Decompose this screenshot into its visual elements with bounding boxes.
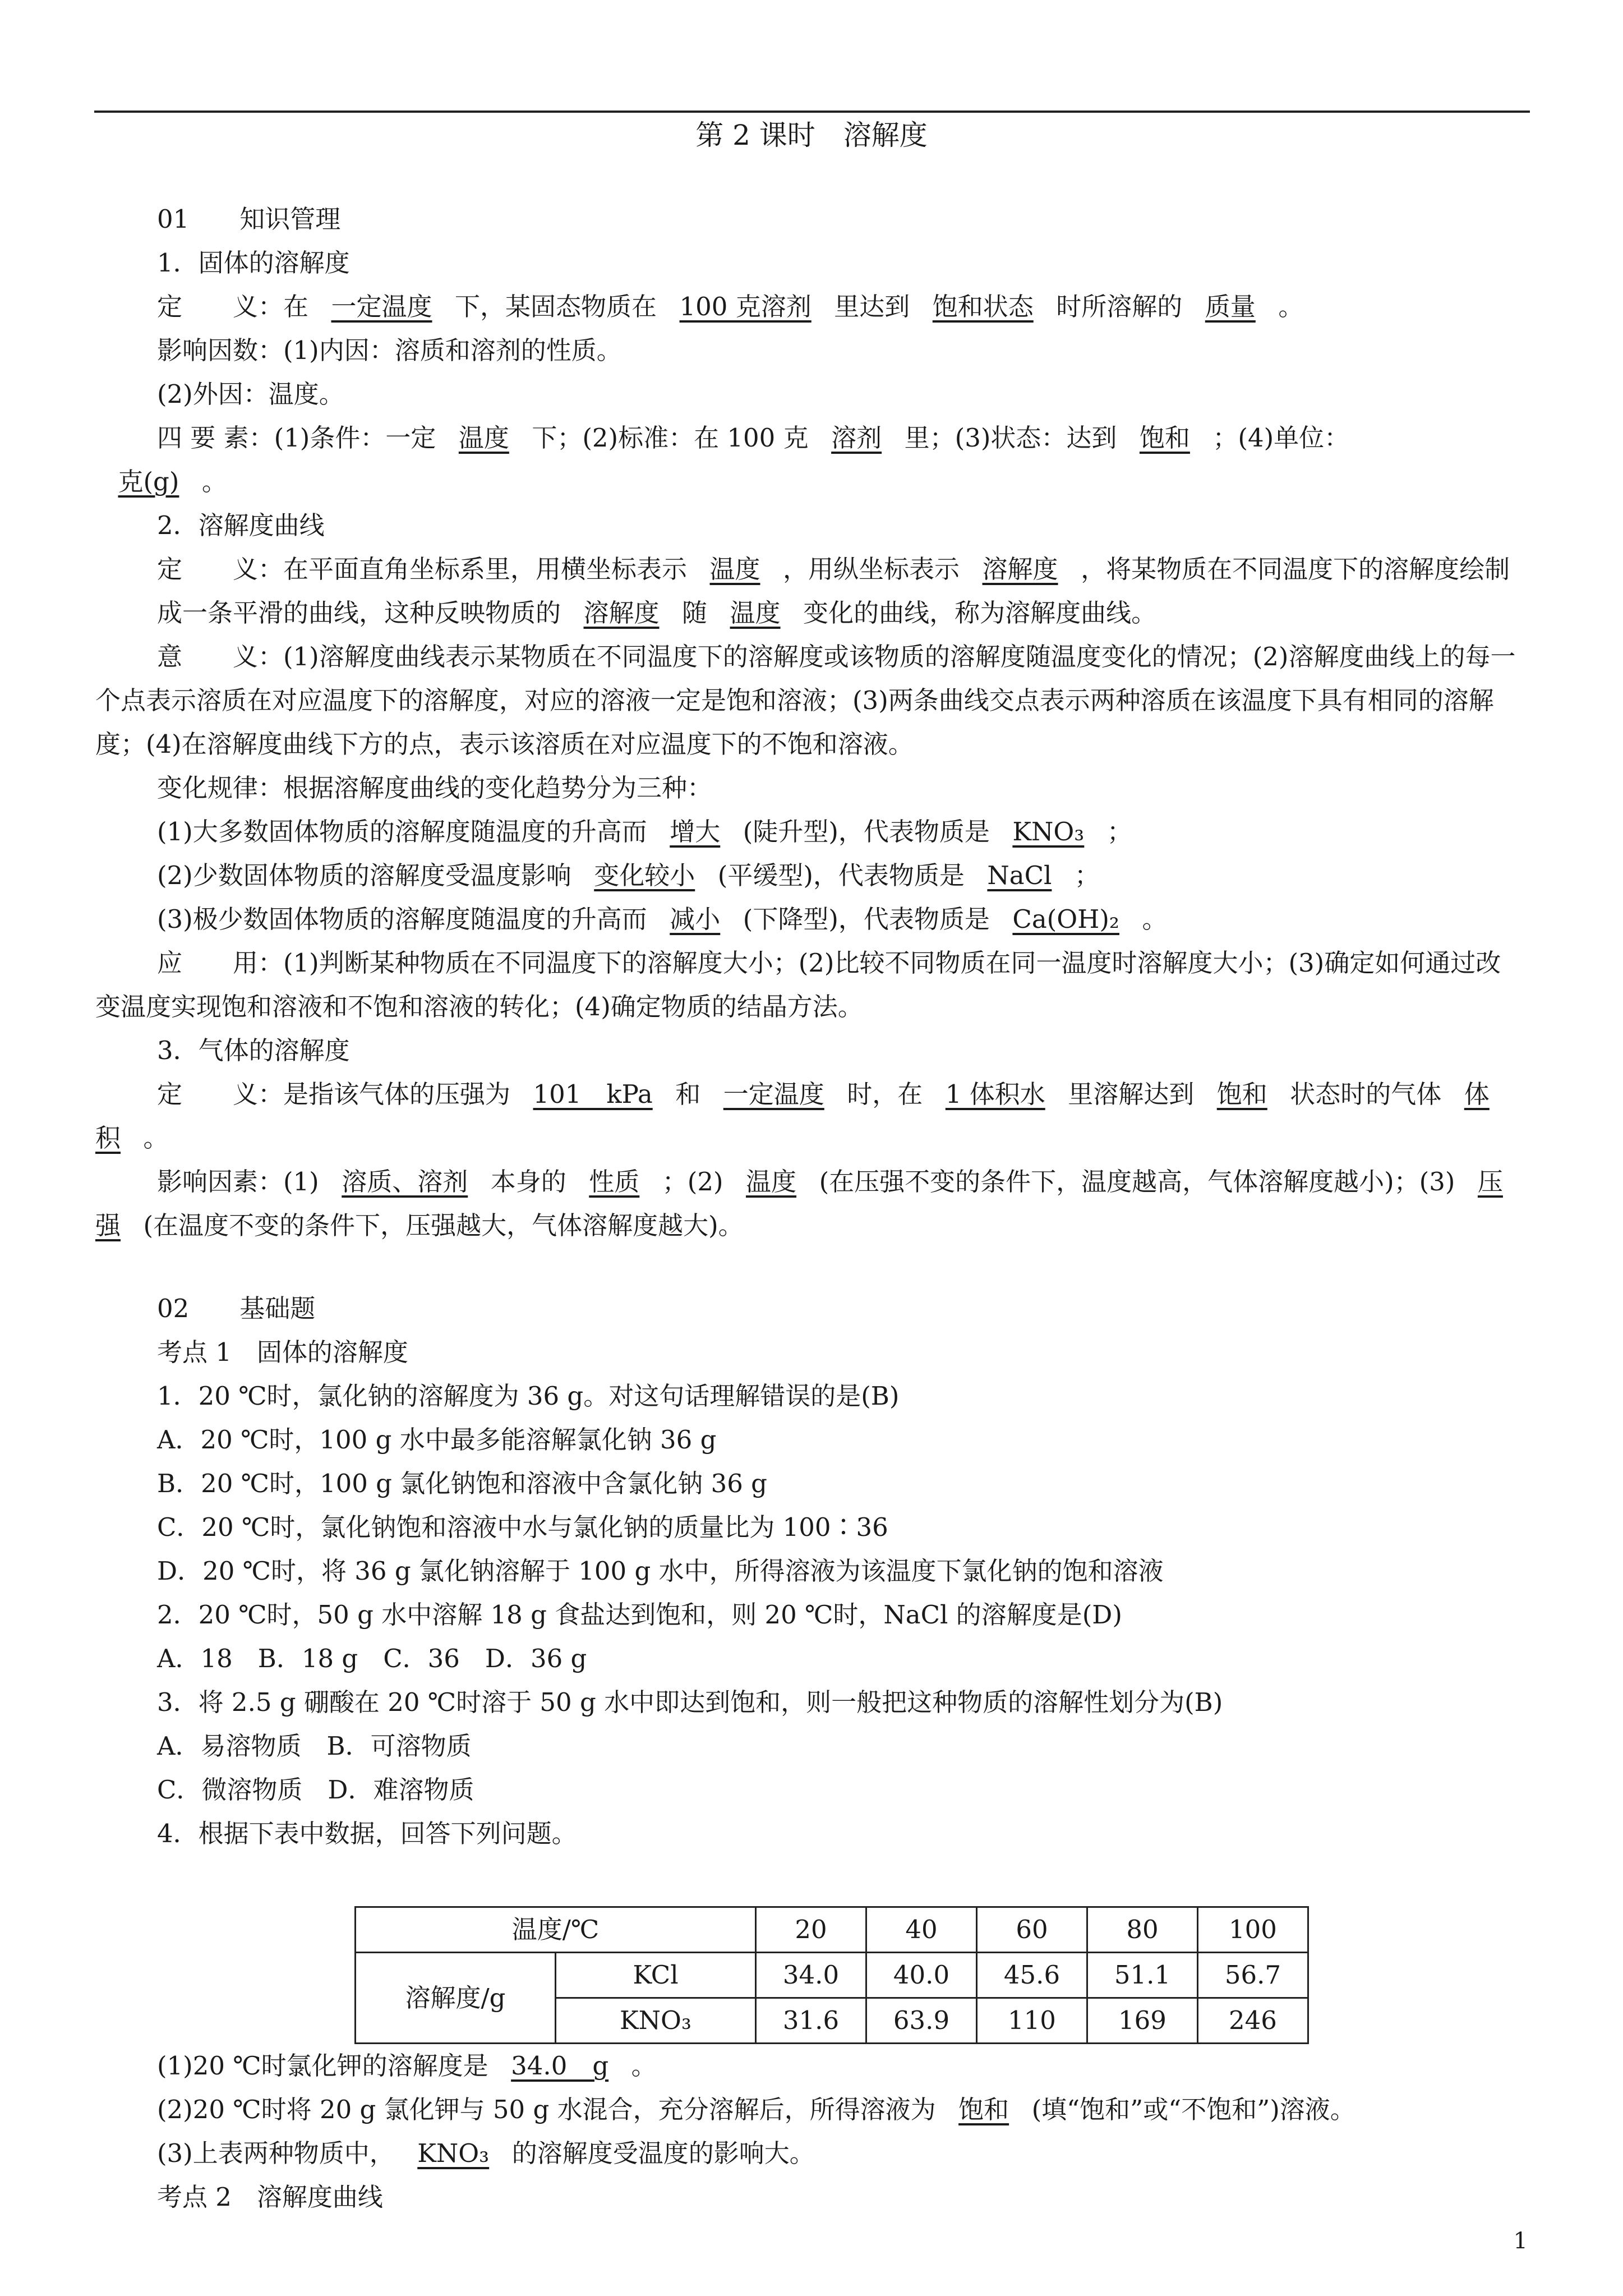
table-header-cell: 温度/℃ xyxy=(356,1907,756,1953)
rule-item: (3)极少数固体物质的溶解度随温度的升高而 减小 (下降型)，代表物质是 Ca(OH)₂ 。 xyxy=(157,904,1168,934)
table-cell: 31.6 xyxy=(756,1998,866,2044)
page-number: 1 xyxy=(1513,2228,1528,2254)
answer-blank: 温度 xyxy=(730,598,781,628)
option: C．20 ℃时，氯化钠饱和溶液中水与氯化钠的质量比为 100∶36 xyxy=(157,1512,888,1542)
section-heading: 02 基础题 xyxy=(157,1294,316,1323)
answer-blank: 饱和状态 xyxy=(932,292,1034,321)
question: 1．20 ℃时，氯化钠的溶解度为 36 g。对这句话理解错误的是(B) xyxy=(157,1381,900,1411)
answer-line: (2)20 ℃时将 20 g 氯化钾与 50 g 水混合，充分溶解后，所得溶液为 饱和 (填“饱和”或“不饱和”)溶液。 xyxy=(157,2095,1355,2124)
table-header-cell: 60 xyxy=(977,1907,1087,1953)
answer-blank: 减小 xyxy=(670,904,721,934)
option: B．20 ℃时，100 g 氯化钠饱和溶液中含氯化钠 36 g xyxy=(157,1469,767,1498)
answer-blank: KNO₃ xyxy=(1012,817,1085,846)
option: D．20 ℃时，将 36 g 氯化钠溶解于 100 g 水中，所得溶液为该温度下氯化钠的饱和溶液 xyxy=(157,1556,1164,1586)
paragraph: 变化规律：根据溶解度曲线的变化趋势分为三种： xyxy=(157,773,713,803)
paragraph: (2)外因：温度。 xyxy=(157,379,344,409)
question: 2．20 ℃时，50 g 水中溶解 18 g 食盐达到饱和，则 20 ℃时，NaCl 的溶解度是(D) xyxy=(157,1600,1122,1630)
answer-blank: 饱和 xyxy=(1139,423,1190,453)
table-cell: 56.7 xyxy=(1198,1953,1308,1998)
answer-blank: 一定温度 xyxy=(723,1079,824,1109)
table-header-cell: 40 xyxy=(866,1907,977,1953)
table-cell: 45.6 xyxy=(977,1953,1087,1998)
table-row xyxy=(356,1953,1308,1998)
answer-line: (1)20 ℃时氯化钾的溶解度是 34.0 g 。 xyxy=(157,2051,657,2081)
section-heading: 01 知识管理 xyxy=(157,204,341,234)
answer-blank: 100 克溶剂 xyxy=(679,292,811,321)
rule-item: (2)少数固体物质的溶解度受温度影响 变化较小 (平缓型)，代表物质是 NaCl ； xyxy=(157,861,1100,890)
answer-line: (3)上表两种物质中， KNO₃ 的溶解度受温度的影响大。 xyxy=(157,2138,815,2168)
topic-title: 考点 1 固体的溶解度 xyxy=(157,1337,408,1367)
table-cell: 51.1 xyxy=(1087,1953,1198,1998)
option: A．易溶物质 B．可溶物质 xyxy=(157,1731,472,1761)
answer-blank: Ca(OH)₂ xyxy=(1012,904,1119,934)
document-body xyxy=(95,197,1525,2219)
solubility-table xyxy=(354,1906,1309,2044)
answer-blank: 溶剂 xyxy=(831,423,882,453)
answer-blank: 饱和 xyxy=(1216,1079,1267,1109)
option: A．18 B．18 g C．36 D．36 g xyxy=(157,1644,587,1673)
topic-title: 3．气体的溶解度 xyxy=(157,1036,350,1065)
paragraph: 影响因数：(1)内因：溶质和溶剂的性质。 xyxy=(157,335,622,365)
topic-title: 2．溶解度曲线 xyxy=(157,510,325,540)
topic-title: 考点 2 溶解度曲线 xyxy=(157,2182,383,2212)
answer-blank: 压强 xyxy=(95,1167,1503,1240)
answer-blank: 一定温度 xyxy=(331,292,432,321)
meaning-paragraph: 意 义：(1)溶解度曲线表示某物质在不同温度下的溶解度或该物质的溶解度随温度变化的情况；(2)溶解度曲线上的每一个点表示溶质在对应温度下的溶解度，对应的溶液一定是饱和溶液；(3)两条曲线交点表示两种溶质在该温度下具有相同的溶解度；(4)在溶解度曲线下方的点，表示该溶质在对应温度下的不饱和溶液。 xyxy=(95,642,1516,759)
table-cell: 40.0 xyxy=(866,1953,977,1998)
answer-blank: 温度 xyxy=(746,1167,797,1197)
answer-blank: 增大 xyxy=(670,817,721,846)
option: C．微溶物质 D．难溶物质 xyxy=(157,1775,474,1805)
answer-blank: 溶质、溶剂 xyxy=(342,1167,468,1197)
table-header-cell: 100 xyxy=(1198,1907,1308,1953)
table-cell: KNO₃ xyxy=(556,1998,756,2044)
answer-blank: 温度 xyxy=(709,554,760,584)
option: A．20 ℃时，100 g 水中最多能溶解氯化钠 36 g xyxy=(157,1425,717,1455)
answer-blank: 质量 xyxy=(1205,292,1256,321)
answer-blank: 溶解度 xyxy=(982,554,1058,584)
answer-blank: 性质 xyxy=(589,1167,640,1197)
factors-paragraph: 影响因素：(1) 溶质、溶剂 本身的 性质 ；(2) 温度 (在压强不变的条件下，温度越高，气体溶解度越小)；(3) 压强 (在温度不变的条件下，压强越大，气体溶解度越大)。 xyxy=(95,1167,1503,1240)
rule-item: (1)大多数固体物质的溶解度随温度的升高而 增大 (陡升型)，代表物质是 KNO₃ ； xyxy=(157,817,1132,846)
answer-blank: 体积 xyxy=(95,1079,1490,1153)
answer-blank: 1 体积水 xyxy=(945,1079,1045,1109)
answer-blank: 温度 xyxy=(458,423,509,453)
answer-blank: 溶解度 xyxy=(583,598,660,628)
table-row xyxy=(356,1907,1308,1953)
answer-blank: 34.0 g xyxy=(511,2051,609,2081)
table-cell: KCl xyxy=(556,1953,756,1998)
definition-paragraph: 定 义：是指该气体的压强为 101 kPa 和 一定温度 时，在 1 体积水 里溶解达到 饱和 状态时的气体 体积 。 xyxy=(95,1079,1490,1153)
table-cell: 34.0 xyxy=(756,1953,866,1998)
definition-paragraph: 定 义：在平面直角坐标系里，用横坐标表示 温度 ，用纵坐标表示 溶解度 ，将某物质在不同温度下的溶解度绘制成一条平滑的曲线，这种反映物质的 溶解度 随 温度 变化的曲线，称为溶解度曲线。 xyxy=(157,554,1510,628)
answer-blank: 饱和 xyxy=(958,2095,1009,2124)
answer-blank: NaCl xyxy=(987,861,1052,890)
topic-title: 1．固体的溶解度 xyxy=(157,248,350,278)
four-elements-paragraph: 四 要 素：(1)条件：一定 温度 下；(2)标准：在 100 克 溶剂 里；(3)状态：达到 饱和 ；(4)单位： 克(g) 。 xyxy=(157,416,1525,504)
answer-blank: 101 kPa xyxy=(533,1079,653,1109)
table-cell: 110 xyxy=(977,1998,1087,2044)
definition-paragraph: 定 义：在 一定温度 下，某固态物质在 100 克溶剂 里达到 饱和状态 时所溶解的 质量 。 xyxy=(157,292,1304,321)
application-paragraph: 应 用：(1)判断某种物质在不同温度下的溶解度大小；(2)比较不同物质在同一温度时溶解度大小；(3)确定如何通过改变温度实现饱和溶液和不饱和溶液的转化；(4)确定物质的结晶方法。 xyxy=(95,948,1501,1022)
page-title: 第 2 课时 溶解度 xyxy=(695,119,928,151)
table-cell: 246 xyxy=(1198,1998,1308,2044)
answer-blank: 克(g) xyxy=(118,467,179,496)
table-header-cell: 80 xyxy=(1087,1907,1198,1953)
table-cell: 63.9 xyxy=(866,1998,977,2044)
table-cell: 169 xyxy=(1087,1998,1198,2044)
question: 3．将 2.5 g 硼酸在 20 ℃时溶于 50 g 水中即达到饱和，则一般把这种物质的溶解性划分为(B) xyxy=(157,1687,1223,1717)
answer-blank: KNO₃ xyxy=(417,2138,490,2168)
answer-blank: 变化较小 xyxy=(594,861,695,890)
table-row-label: 溶解度/g xyxy=(356,1953,556,2044)
question: 4．根据下表中数据，回答下列问题。 xyxy=(157,1819,577,1848)
header-rule xyxy=(94,111,1530,113)
table-header-cell: 20 xyxy=(756,1907,866,1953)
